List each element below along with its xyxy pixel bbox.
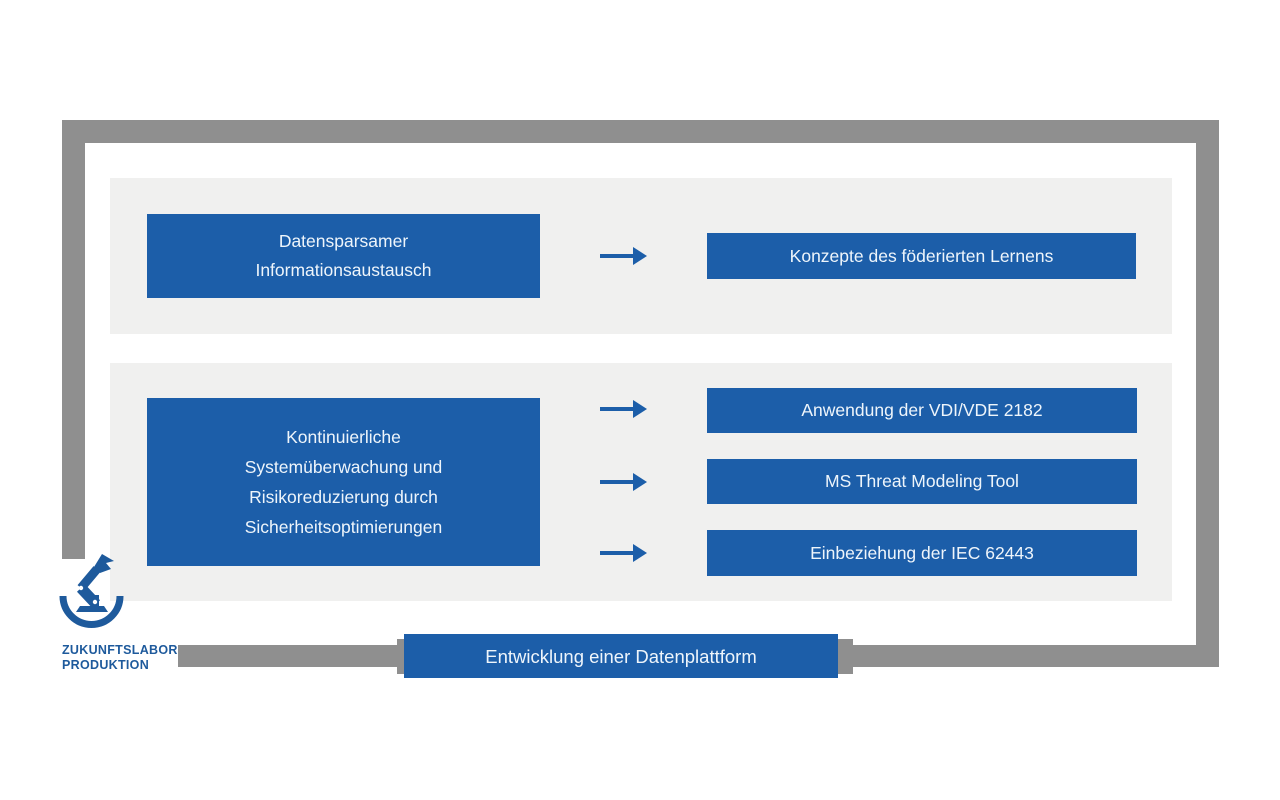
box-line: Konzepte des föderierten Lernens: [789, 245, 1054, 266]
arrow-right-icon: [600, 544, 647, 562]
box-entwicklung-datenplattform: [404, 634, 838, 678]
box-line: Risikoreduzierung durch: [249, 487, 438, 507]
box-vdi-vde-2182: [707, 388, 1137, 433]
robot-arm-icon: [56, 550, 130, 636]
box-line: Kontinuierliche: [286, 427, 401, 447]
frame-border-left: [62, 120, 85, 559]
box-line: Einbeziehung der IEC 62443: [810, 542, 1034, 563]
box-konzepte-foederiertes-lernen: [707, 233, 1136, 279]
box-line: Systemüberwachung und: [244, 457, 443, 477]
box-line: Informationsaustausch: [255, 260, 432, 280]
frame-border-top: [62, 120, 1219, 143]
arrow-head: [633, 544, 647, 562]
logo-line1: ZUKUNFTSLABOR: [62, 643, 178, 657]
box-ms-threat-modeling-tool: [707, 459, 1137, 504]
arrow-right-icon: [600, 247, 647, 265]
box-line: Sicherheitsoptimierungen: [244, 517, 443, 537]
box-line: MS Threat Modeling Tool: [825, 471, 1019, 491]
arrow-head: [633, 473, 647, 491]
arrow-shaft: [600, 551, 635, 555]
arrow-head: [633, 400, 647, 418]
box-datensparsamer-informationsaustausch: [147, 214, 540, 298]
arrow-shaft: [600, 480, 635, 484]
box-line: Datensparsamer: [278, 231, 409, 251]
arrow-head: [633, 247, 647, 265]
box-line: Anwendung der VDI/VDE 2182: [801, 400, 1043, 420]
arrow-shaft: [600, 407, 635, 411]
frame-border-right: [1196, 120, 1219, 667]
logo-line2: PRODUKTION: [62, 658, 150, 672]
arrow-shaft: [600, 254, 635, 258]
box-kontinuierliche-systemueberwachung: [147, 398, 540, 566]
box-iec-62443: [707, 530, 1137, 576]
box-line: Entwicklung einer Datenplattform: [485, 645, 757, 667]
arrow-right-icon: [600, 473, 647, 491]
logo-wordmark: [62, 643, 178, 673]
arrow-right-icon: [600, 400, 647, 418]
